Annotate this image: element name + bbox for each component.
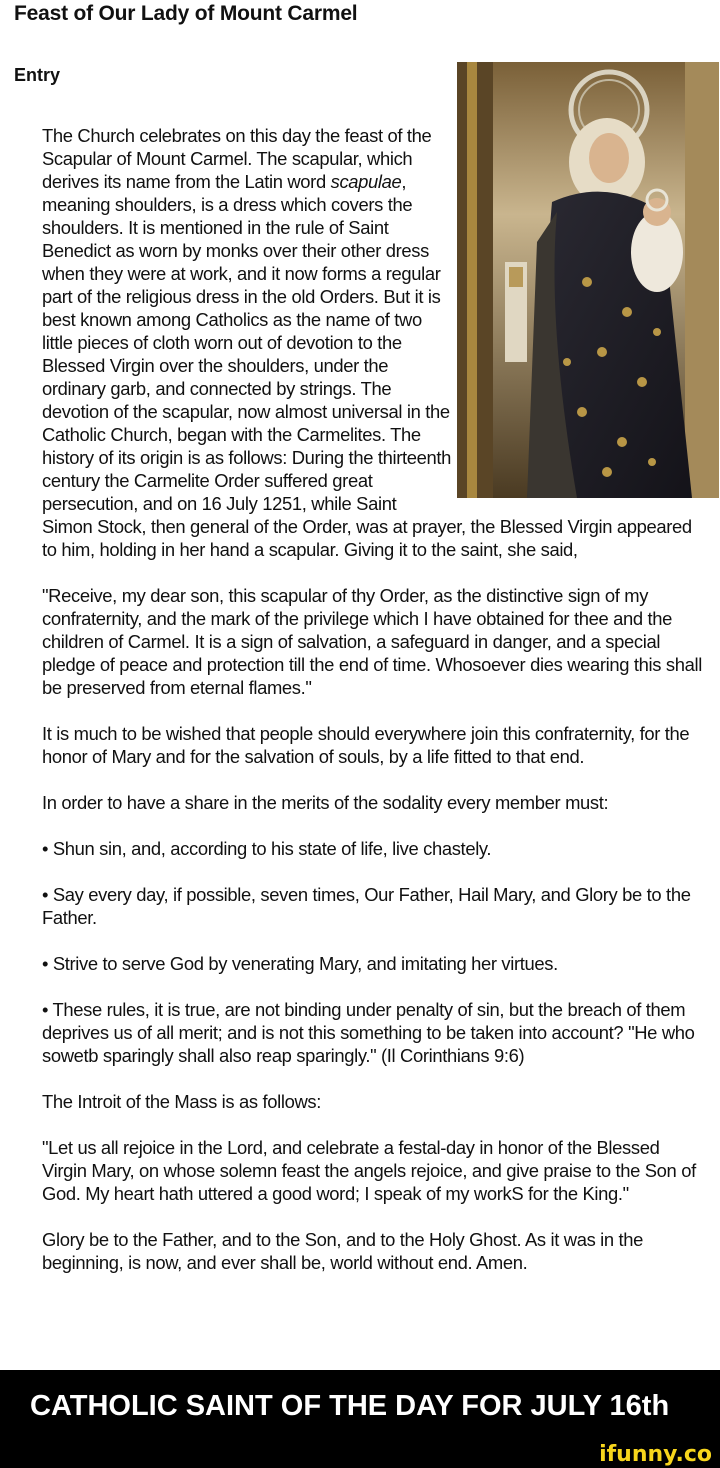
- ifunny-logo[interactable]: ifunny.co: [599, 1442, 712, 1467]
- list-item: • Strive to serve God by venerating Mary, and imitating her virtues.: [42, 953, 558, 974]
- intro-italic-word: scapulae: [330, 171, 402, 192]
- statue-image: [457, 62, 719, 498]
- wish-paragraph: It is much to be wished that people should everywhere join this confraternity, for the honor of Mary and for the salvation of souls, by a life fitted to that end.: [42, 723, 690, 767]
- introit-paragraph: "Let us all rejoice in the Lord, and celebrate a festal-day in honor of the Blessed Virgin Mary, on whose solemn feast the angels rejoice, and give praise to the Son of God. My heart hath uttered a good word; I speak of my workS for the King.": [42, 1137, 696, 1204]
- article-body: [42, 124, 708, 1297]
- list-item: • Shun sin, and, according to his state of life, live chastely.: [42, 838, 492, 859]
- gloria-paragraph: Glory be to the Father, and to the Son, and to the Holy Ghost. As it was in the beginning, is now, and ever shall be, world without end. Amen.: [42, 1229, 644, 1273]
- list-item: • These rules, it is true, are not binding under penalty of sin, but the breach of them deprives us of all merit; and is not this something to be taken into account? "He who sowetb sparingly shall also reap sparingly." (Il Corinthians 9:6): [42, 999, 695, 1066]
- footer-bar: [0, 1442, 720, 1468]
- intro-text-a: The Church celebrates on this day the feast of the Scapular of Mount Carmel. The scapular, which derives its name from the Latin word: [42, 125, 432, 192]
- list-item: • Say every day, if possible, seven times, Our Father, Hail Mary, and Glory be to the Father.: [42, 884, 691, 928]
- rules-list: [42, 837, 708, 1067]
- banner-title: CATHOLIC SAINT OF THE DAY FOR JULY 16th: [30, 1390, 670, 1422]
- caption-banner: [0, 1370, 720, 1448]
- order-intro-paragraph: In order to have a share in the merits of the sodality every member must:: [42, 792, 609, 813]
- introit-intro-paragraph: The Introit of the Mass is as follows:: [42, 1091, 322, 1112]
- page-title: Feast of Our Lady of Mount Carmel: [14, 2, 358, 25]
- statue-illustration: [457, 62, 719, 498]
- section-heading: Entry: [14, 65, 61, 85]
- quote-paragraph: "Receive, my dear son, this scapular of thy Order, as the distinctive sign of my confraternity, and the mark of the privilege which I have obtained for thee and the children of Carmel. It is a sign of salvation, a safeguard in danger, and a special pledge of peace and protection till the end of time. Whosoever dies wearing this shall be preserved from eternal flames.": [42, 585, 702, 698]
- intro-text-b: , meaning shoulders, is a dress which covers the shoulders. It is mentioned in the rule of Saint Benedict as worn by monks over their other dress when they were at work, and it now forms a regular part of the religious dress in the old Orders. But it is best known among Catholics as the name of two little pieces of cloth worn out of devotion to the Blessed Virgin over the shoulders, under the ordinary garb, and connected by strings. The devotion of the scapular, now almost universal in the Catholic Church, began with the Carmelites. The history of its origin is as follows: During the thirteenth century the Carmelite Order suffered great persecution, and on 16 July 1251, while Saint Simon Stock, then general of the Order, was at prayer, the Blessed Virgin appeared to him, holding in her hand a scapular. Giving it to the saint, she said,: [42, 171, 692, 560]
